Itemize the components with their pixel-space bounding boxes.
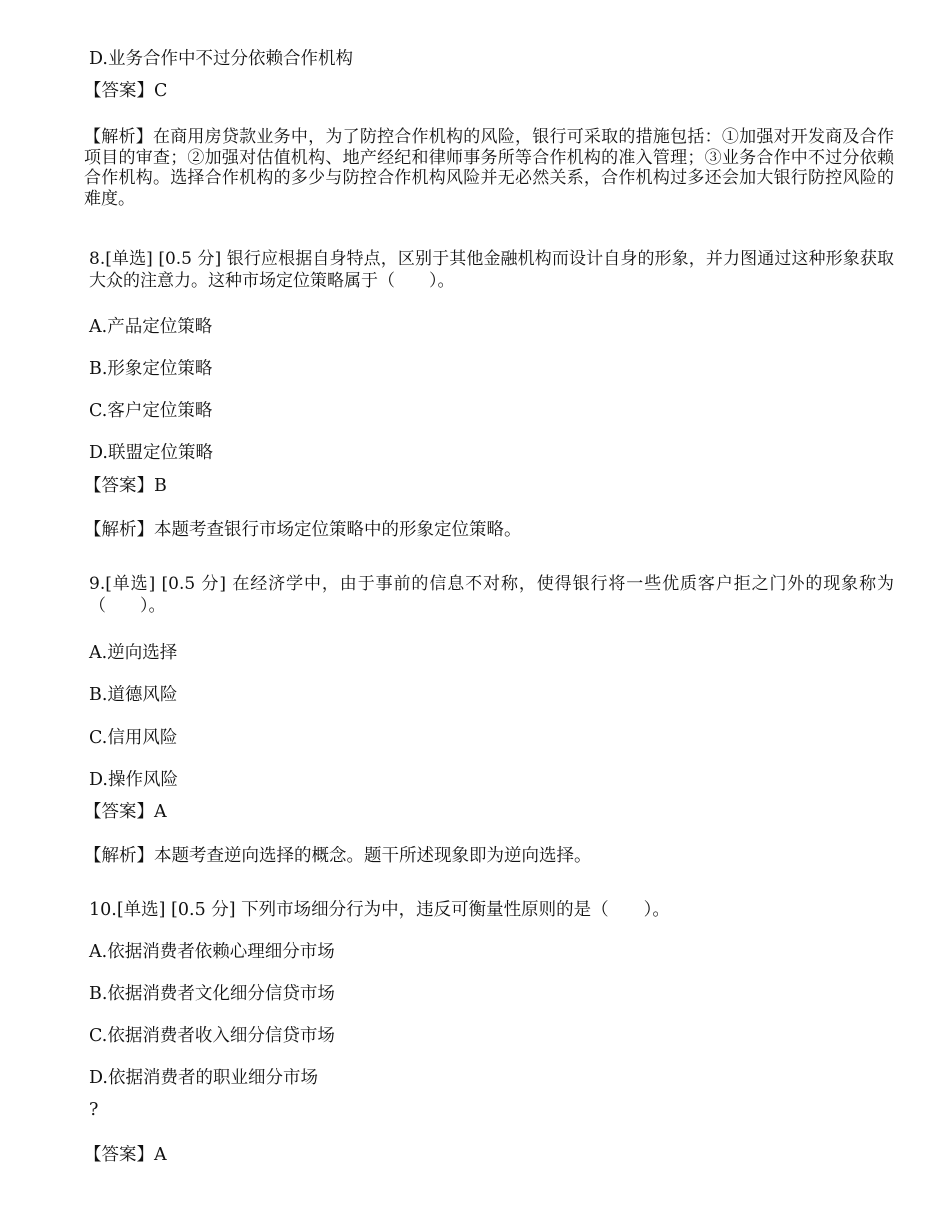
q10-option-c: C.依据消费者收入细分信贷市场 bbox=[89, 1026, 335, 1046]
q9-option-b: B.道德风险 bbox=[89, 685, 178, 705]
q8-option-a: A.产品定位策略 bbox=[89, 317, 213, 337]
q9-stem: 9.[单选] [0.5 分] 在经济学中，由于事前的信息不对称，使得银行将一些优质客户拒之门外的现象称为（ ）。 bbox=[89, 574, 894, 616]
q8-analysis: 【解析】本题考查银行市场定位策略中的形象定位策略。 bbox=[84, 520, 522, 540]
q10-option-d: D.依据消费者的职业细分市场 bbox=[89, 1068, 318, 1088]
q10-stray-mark: ? bbox=[89, 1100, 99, 1120]
q7-analysis: 【解析】在商用房贷款业务中，为了防控合作机构的风险，银行可采取的措施包括：①加强对开发商及合作项目的审查；②加强对估值机构、地产经纪和律师事务所等合作机构的准入管理；③业务合作中不过分依赖合作机构。选择合作机构的多少与防控合作机构风险并无必然关系，合作机构过多还会加大银行防控风险的难度。 bbox=[84, 127, 894, 209]
q8-option-d: D.联盟定位策略 bbox=[89, 443, 213, 463]
q9-option-c: C.信用风险 bbox=[89, 728, 178, 748]
q7-answer: 【答案】C bbox=[84, 81, 168, 101]
q9-option-d: D.操作风险 bbox=[89, 770, 178, 790]
q10-option-b: B.依据消费者文化细分信贷市场 bbox=[89, 984, 335, 1004]
q8-stem: 8.[单选] [0.5 分] 银行应根据自身特点，区别于其他金融机构而设计自身的形象，并力图通过这种形象获取大众的注意力。这种市场定位策略属于（ ）。 bbox=[89, 249, 894, 291]
q8-option-c: C.客户定位策略 bbox=[89, 401, 213, 421]
q9-analysis: 【解析】本题考查逆向选择的概念。题干所述现象即为逆向选择。 bbox=[84, 846, 592, 866]
q9-answer: 【答案】A bbox=[84, 802, 167, 822]
q10-answer: 【答案】A bbox=[84, 1145, 167, 1165]
q9-option-a: A.逆向选择 bbox=[89, 643, 178, 663]
q7-option-d: D.业务合作中不过分依赖合作机构 bbox=[89, 49, 353, 69]
q10-option-a: A.依据消费者依赖心理细分市场 bbox=[89, 942, 335, 962]
q8-option-b: B.形象定位策略 bbox=[89, 359, 213, 379]
q10-stem: 10.[单选] [0.5 分] 下列市场细分行为中，违反可衡量性原则的是（ ）。 bbox=[89, 900, 670, 920]
q8-answer: 【答案】B bbox=[84, 476, 167, 496]
